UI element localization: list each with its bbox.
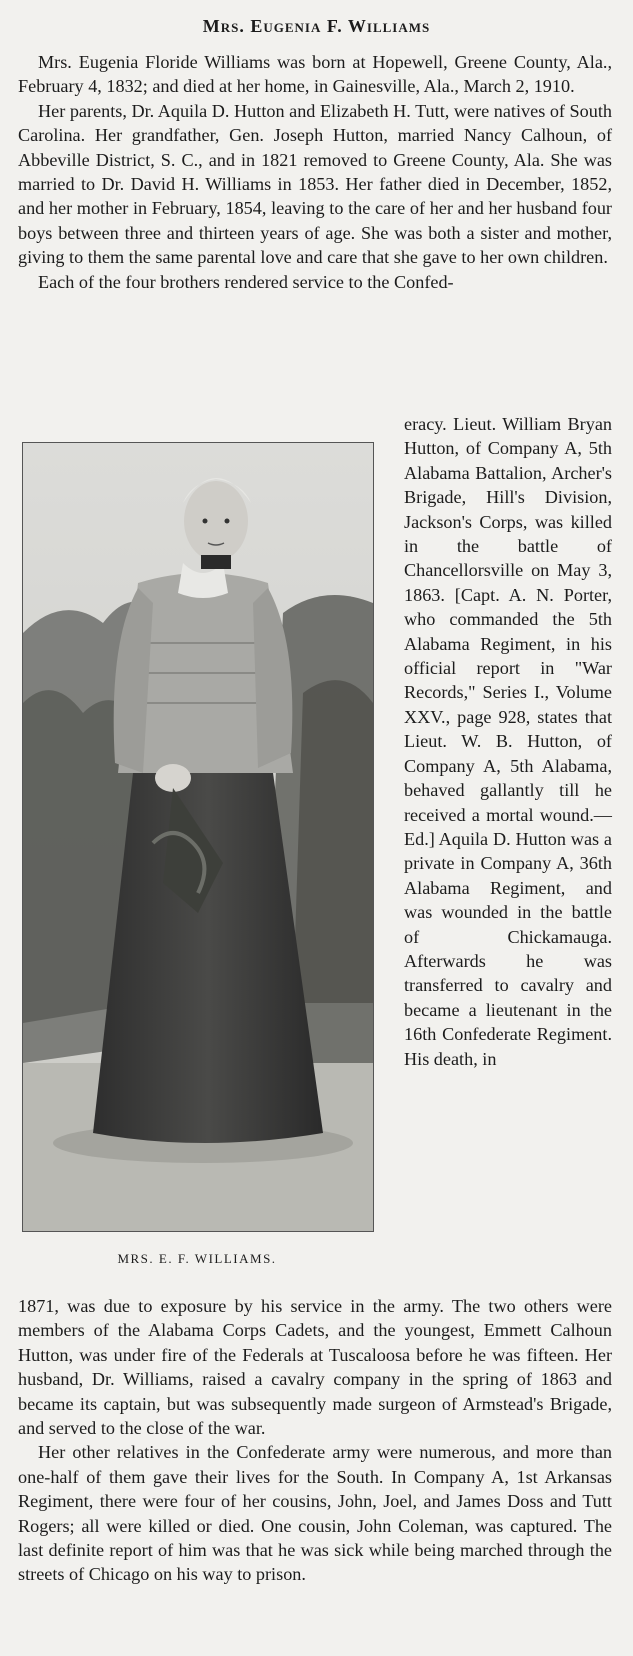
paragraph-birth: Mrs. Eugenia Floride Williams was born at Hopewell, Greene County, Ala., February 4, 1832; and died at her home, in Gainesville, Ala., March 2, 1910. xyxy=(18,52,612,97)
article-body-top xyxy=(18,50,612,294)
portrait-illustration xyxy=(23,443,373,1231)
portrait-photo xyxy=(22,442,374,1232)
article-body-wrap: eracy. Lieut. William Bryan Hutton, of Company A, 5th Alabama Battalion, Archer's Brigade, Hill's Division, Jackson's Corps, was killed in the battle of Chancellorsville on May 3, 1863. [Capt. A. N. Porter, who commanded the 5th Alabama Regiment, in his official report in "War Records," Series I., Volume XXV., page 928, states that Lieut. W. B. Hutton, of Company A, 5th Alabama, behaved gallantly till he received a mortal wound.—Ed.] Aquila D. Hutton was a private in Company A, 36th Alabama Regiment, and was wounded in the battle of Chickamauga. Afterwards he was transferred to cavalry and became a lieutenant in the 16th Confederate Regiment. His death, in xyxy=(404,414,612,1069)
paragraph-parents: Her parents, Dr. Aquila D. Hutton and Elizabeth H. Tutt, were natives of South Carolina. Her grandfather, Gen. Joseph Hutton, married Nancy Calhoun, of Abbeville District, S. C., and in 1821 removed to Greene County, Ala. She was married to Dr. David H. Williams in 1853. Her father died in December, 1852, and her mother in February, 1854, leaving to the care of her and her husband four boys between three and thirteen years of age. She was both a sister and mother, giving to them the same parental love and care that she gave to her own children. xyxy=(18,100,612,268)
photo-caption: MRS. E. F. WILLIAMS. xyxy=(117,1251,277,1266)
paragraph-relatives: Her other relatives in the Confederate army were numerous, and more than one-half of them gave their lives for the South. In Company A, 1st Arkansas Regiment, there were four of her cousins, John, Joel, and James Doss and Tutt Rogers; all were killed or died. One cousin, John Coleman, was captured. The last definite report of him was that he was sick while being marched through the streets of Chicago on his way to prison. xyxy=(18,1442,612,1585)
article-body-bottom xyxy=(18,1294,612,1587)
paragraph-brothers-start: Each of the four brothers rendered service to the Confed- xyxy=(38,271,454,292)
article-title: Mrs. Eugenia F. Williams xyxy=(202,16,431,36)
paragraph-brothers-continued: 1871, was due to exposure by his service in the army. The two others were members of the Alabama Corps Cadets, and the youngest, Emmett Calhoun Hutton, was under fire of the Federals at Tuscaloosa before he was fifteen. Her husband, Dr. Williams, raised a cavalry company in the spring of 1863 and became its captain, but was subsequently made surgeon of Armstead's Brigade, and served to the close of the war. xyxy=(18,1296,612,1439)
